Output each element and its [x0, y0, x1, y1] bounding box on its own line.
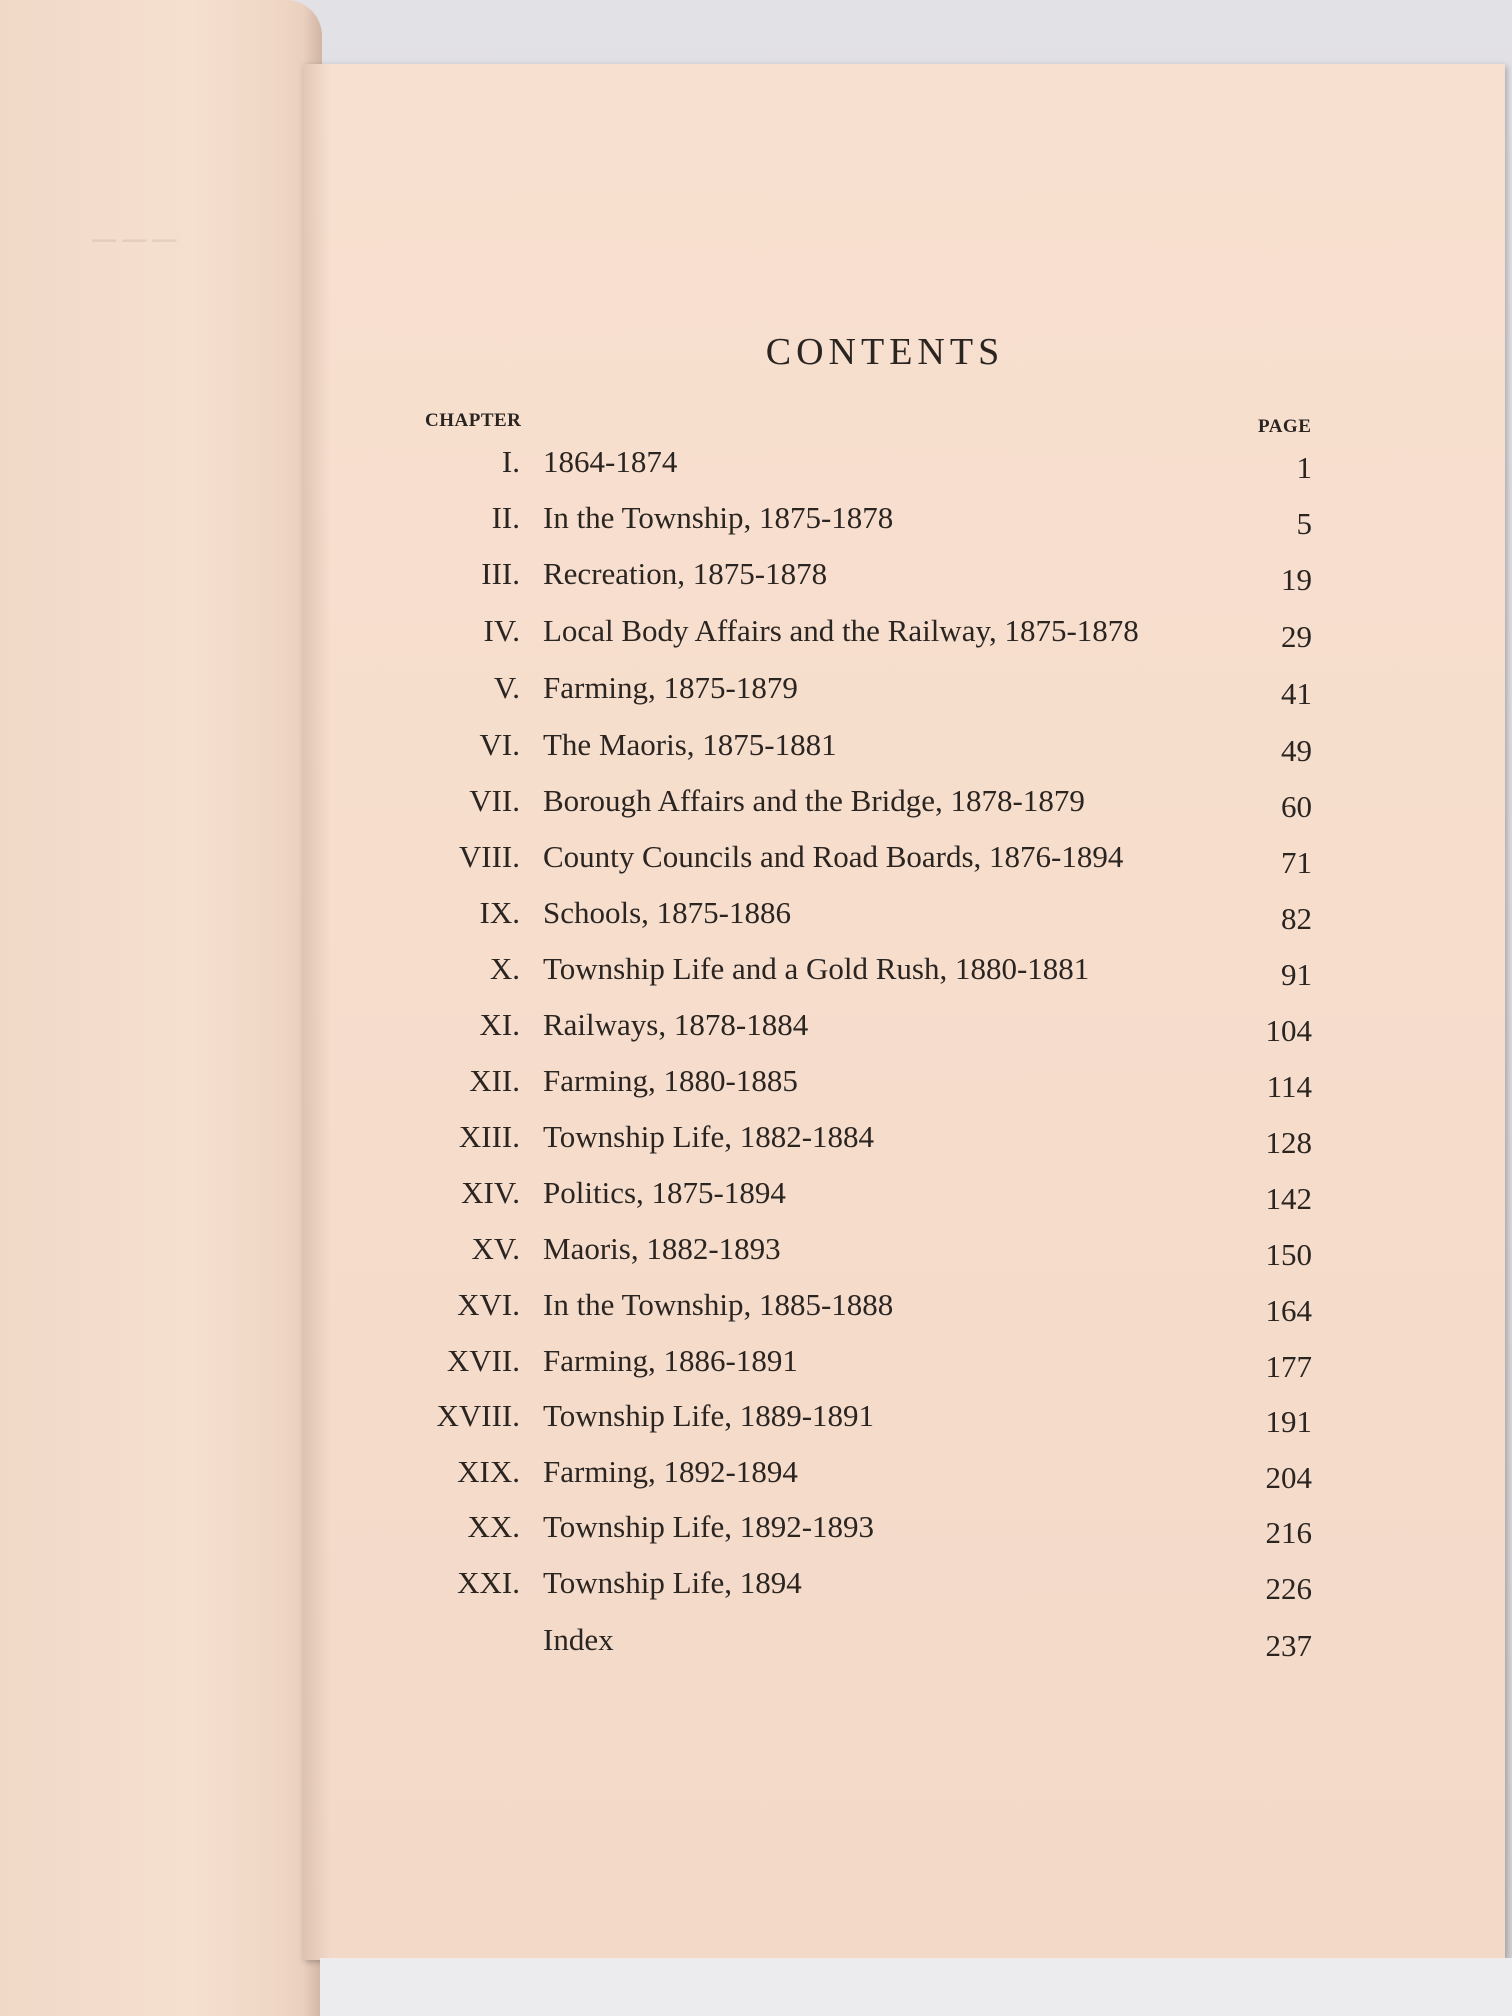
chapter-title: Schools, 1875-1886	[543, 895, 791, 930]
chapter-title: The Maoris, 1875-1881	[543, 727, 837, 762]
chapter-column-header: CHAPTER	[425, 410, 522, 431]
toc-entry	[420, 895, 1320, 939]
chapter-number: III.	[481, 556, 520, 591]
chapter-number: XXI.	[457, 1565, 520, 1600]
toc-entry	[420, 1343, 1320, 1387]
chapter-number: XIV.	[461, 1175, 520, 1210]
toc-entry	[420, 1565, 1320, 1609]
chapter-number: XVIII.	[436, 1398, 520, 1433]
table-surface	[320, 1958, 1512, 2016]
chapter-number: XII.	[469, 1063, 520, 1098]
page-number: 104	[1265, 1013, 1312, 1048]
chapter-title: Township Life, 1894	[543, 1565, 802, 1600]
toc-entry	[420, 951, 1320, 995]
chapter-title: Maoris, 1882-1893	[543, 1231, 781, 1266]
page-number: 216	[1265, 1515, 1312, 1550]
page-number: 71	[1281, 845, 1312, 880]
page-number: 5	[1296, 506, 1312, 541]
chapter-number: XX.	[467, 1509, 520, 1544]
toc-entry	[420, 500, 1320, 544]
page-number: 150	[1265, 1237, 1312, 1272]
chapter-number: XVI.	[457, 1287, 520, 1322]
chapter-title: Farming, 1875-1879	[543, 670, 798, 705]
contents-heading: CONTENTS	[765, 331, 1005, 373]
page-number: 226	[1265, 1571, 1312, 1606]
chapter-title: Farming, 1880-1885	[543, 1063, 798, 1098]
chapter-title: 1864-1874	[543, 444, 678, 479]
page-number: 191	[1265, 1404, 1312, 1439]
toc-entry	[420, 1287, 1320, 1331]
chapter-number: I.	[501, 444, 520, 479]
page-number: 19	[1281, 562, 1312, 597]
toc-entry	[420, 1175, 1320, 1219]
toc-entry	[420, 1398, 1320, 1442]
page-number: 204	[1265, 1460, 1312, 1495]
chapter-number: XIII.	[458, 1119, 520, 1154]
chapter-number: X.	[489, 951, 520, 986]
page-number: 41	[1281, 676, 1312, 711]
page-number: 82	[1281, 901, 1312, 936]
page-number: 164	[1265, 1293, 1312, 1328]
chapter-number: V.	[493, 670, 520, 705]
chapter-title: Local Body Affairs and the Railway, 1875-1878	[543, 613, 1139, 648]
page-number: 237	[1265, 1628, 1312, 1663]
page-number: 60	[1281, 789, 1312, 824]
chapter-number: VIII.	[458, 839, 520, 874]
toc-entry	[420, 556, 1320, 600]
chapter-number: XVII.	[446, 1343, 520, 1378]
toc-entry	[420, 1007, 1320, 1051]
page-number: 29	[1281, 619, 1312, 654]
toc-entry	[420, 1231, 1320, 1275]
bleed-through-text: ───	[92, 222, 183, 259]
chapter-number: IX.	[479, 895, 520, 930]
page-number: 177	[1265, 1349, 1312, 1384]
toc-entry-index	[420, 1622, 1320, 1666]
chapter-number: XIX.	[457, 1454, 520, 1489]
toc-entry	[420, 1063, 1320, 1107]
chapter-title: Politics, 1875-1894	[543, 1175, 786, 1210]
chapter-title: Township Life, 1889-1891	[543, 1398, 875, 1433]
chapter-title: Township Life, 1882-1884	[543, 1119, 875, 1154]
page-gutter-shadow	[303, 64, 331, 1960]
chapter-number: VI.	[479, 727, 520, 762]
chapter-number: XI.	[479, 1007, 520, 1042]
chapter-title: Recreation, 1875-1878	[543, 556, 828, 591]
toc-entry	[420, 1454, 1320, 1498]
page-number: 49	[1281, 733, 1312, 768]
page-number: 91	[1281, 957, 1312, 992]
page-number: 142	[1265, 1181, 1312, 1216]
chapter-title: Township Life, 1892-1893	[543, 1509, 875, 1544]
chapter-title: County Councils and Road Boards, 1876-1894	[543, 839, 1124, 874]
page-number: 128	[1265, 1125, 1312, 1160]
facing-left-page	[0, 0, 322, 2016]
chapter-number: II.	[491, 500, 520, 535]
page-column-header: PAGE	[1258, 416, 1312, 437]
chapter-title: Railways, 1878-1884	[543, 1007, 809, 1042]
chapter-number: IV.	[483, 613, 520, 648]
toc-entry	[420, 727, 1320, 771]
chapter-title: In the Township, 1875-1878	[543, 500, 894, 535]
chapter-number: VII.	[469, 783, 520, 818]
toc-entry	[420, 1509, 1320, 1553]
toc-entry	[420, 1119, 1320, 1163]
page-number: 1	[1296, 450, 1312, 485]
chapter-title: In the Township, 1885-1888	[543, 1287, 894, 1322]
toc-entry	[420, 783, 1320, 827]
index-title: Index	[543, 1622, 614, 1657]
toc-entry	[420, 670, 1320, 714]
chapter-title: Farming, 1886-1891	[543, 1343, 798, 1378]
chapter-title: Township Life and a Gold Rush, 1880-1881	[543, 951, 1090, 986]
chapter-title: Borough Affairs and the Bridge, 1878-1879	[543, 783, 1085, 818]
chapter-number: XV.	[471, 1231, 520, 1266]
toc-entry	[420, 444, 1320, 488]
page-number: 114	[1266, 1069, 1312, 1104]
chapter-title: Farming, 1892-1894	[543, 1454, 798, 1489]
toc-entry	[420, 613, 1320, 657]
toc-entry	[420, 839, 1320, 883]
